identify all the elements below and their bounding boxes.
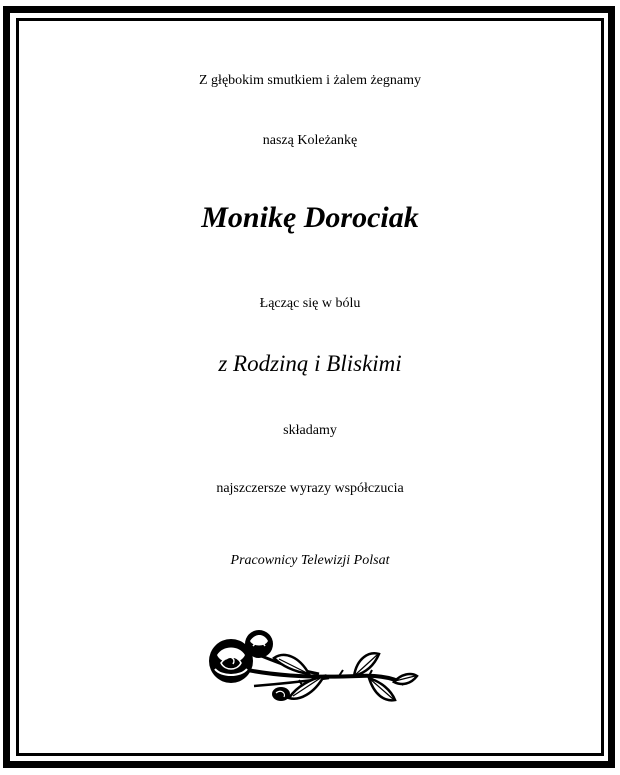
condolences-line: najszczersze wyrazy współczucia [216, 481, 404, 496]
intro-line: Z głębokim smutkiem i żalem żegnamy [199, 73, 421, 88]
signature-line: Pracownicy Telewizji Polsat [230, 553, 390, 568]
notice-content [19, 21, 601, 753]
deceased-name: Monikę Dorociak [201, 201, 419, 234]
family-line: z Rodziną i Bliskimi [218, 351, 402, 376]
sympathy-line: Łącząc się w bólu [259, 296, 361, 311]
colleague-line: naszą Koleżankę [262, 133, 358, 148]
rose-icon [189, 606, 419, 716]
offer-line: składamy [283, 423, 337, 438]
